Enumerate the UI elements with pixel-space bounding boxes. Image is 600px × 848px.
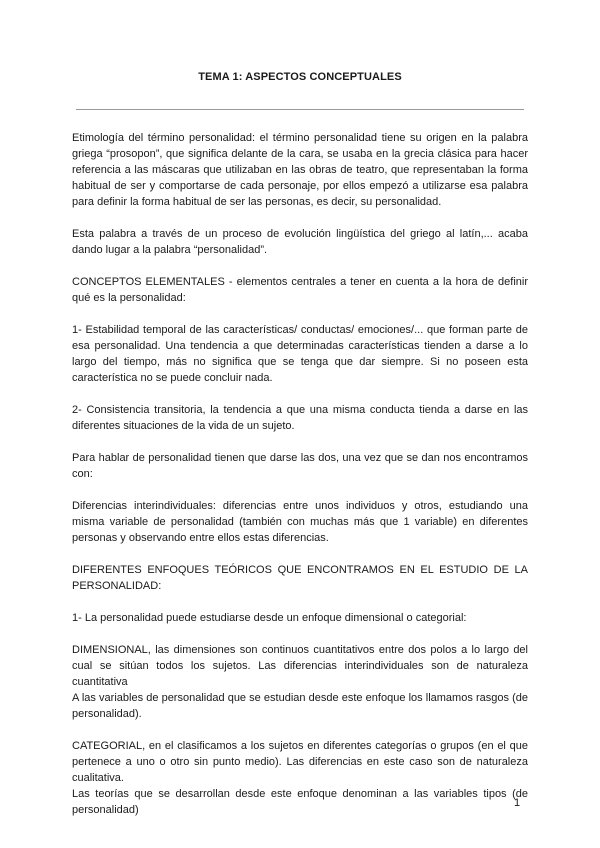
- paragraph-theoretical-approaches: DIFERENTES ENFOQUES TEÓRICOS QUE ENCONTRAMOS EN EL ESTUDIO DE LA PERSONALIDAD:: [72, 564, 528, 592]
- paragraph-basic-concepts: CONCEPTOS ELEMENTALES - elementos centrales a tener en cuenta a la hora de definir qué es la personalidad:: [72, 276, 528, 304]
- document-title: TEMA 1: ASPECTOS CONCEPTUALES: [198, 71, 402, 83]
- paragraph-dimensional-or-categorial: 1- La personalidad puede estudiarse desde un enfoque dimensional o categorial:: [72, 612, 467, 624]
- paragraph-evolution: Esta palabra a través de un proceso de evolución lingüística del griego al latín,... acaba dando lugar a la palabra “personalidad”.: [72, 228, 528, 256]
- paragraph-transitory-consistency: 2- Consistencia transitoria, la tendencia a que una misma conducta tienda a darse en las diferentes situaciones de la vida de un sujeto.: [72, 404, 528, 432]
- paragraph-temporal-stability: 1- Estabilidad temporal de las características/ conductas/ emociones/... que forman parte de esa personalidad. Una tendencia a que determinadas características tienden a darse a lo largo del tiempo, más no significa que se tenga que dar siempre. Si no poseen esta característica no se puede concluir nada.: [72, 324, 528, 384]
- paragraph-interindividual-differences: Diferencias interindividuales: diferencias entre unos individuos y otros, estudiando una misma variable de personalidad (también con muchas más que 1 variable) en diferentes personas y observando entre ellos estas diferencias.: [72, 500, 528, 544]
- paragraph-both-required: Para hablar de personalidad tienen que darse las dos, una vez que se dan nos encontramos con:: [72, 452, 528, 480]
- page-number: 1: [514, 797, 521, 809]
- paragraph-types: Las teorías que se desarrollan desde este enfoque denominan a las variables tipos (de personalidad): [72, 788, 528, 816]
- paragraph-categorial: CATEGORIAL, en el clasificamos a los sujetos en diferentes categorías o grupos (en el que pertenece a uno o otro sin punto medio). Las diferencias en este caso son de naturaleza cualitativa.: [72, 740, 528, 784]
- paragraph-traits: A las variables de personalidad que se estudian desde este enfoque los llamamos rasgos (de personalidad).: [72, 692, 528, 720]
- document-body: [72, 130, 528, 818]
- title-divider: [76, 109, 524, 110]
- paragraph-dimensional: DIMENSIONAL, las dimensiones son continuos cuantitativos entre dos polos a lo largo del cual se sitúan todos los sujetos. Las diferencias interindividuales son de naturaleza cuantitativa: [72, 644, 528, 688]
- paragraph-etymology: Etimología del término personalidad: el término personalidad tiene su origen en la palabra griega “prosopon”, que significa delante de la cara, se usaba en la grecia clásica para hacer referencia a las máscaras que utilizaban en las obras de teatro, que representaban la forma habitual de ser y comportarse de cada personaje, por ellos empezó a utilizarse esa palabra para definir la forma habitual de ser las personas, es decir, su personalidad.: [72, 132, 528, 208]
